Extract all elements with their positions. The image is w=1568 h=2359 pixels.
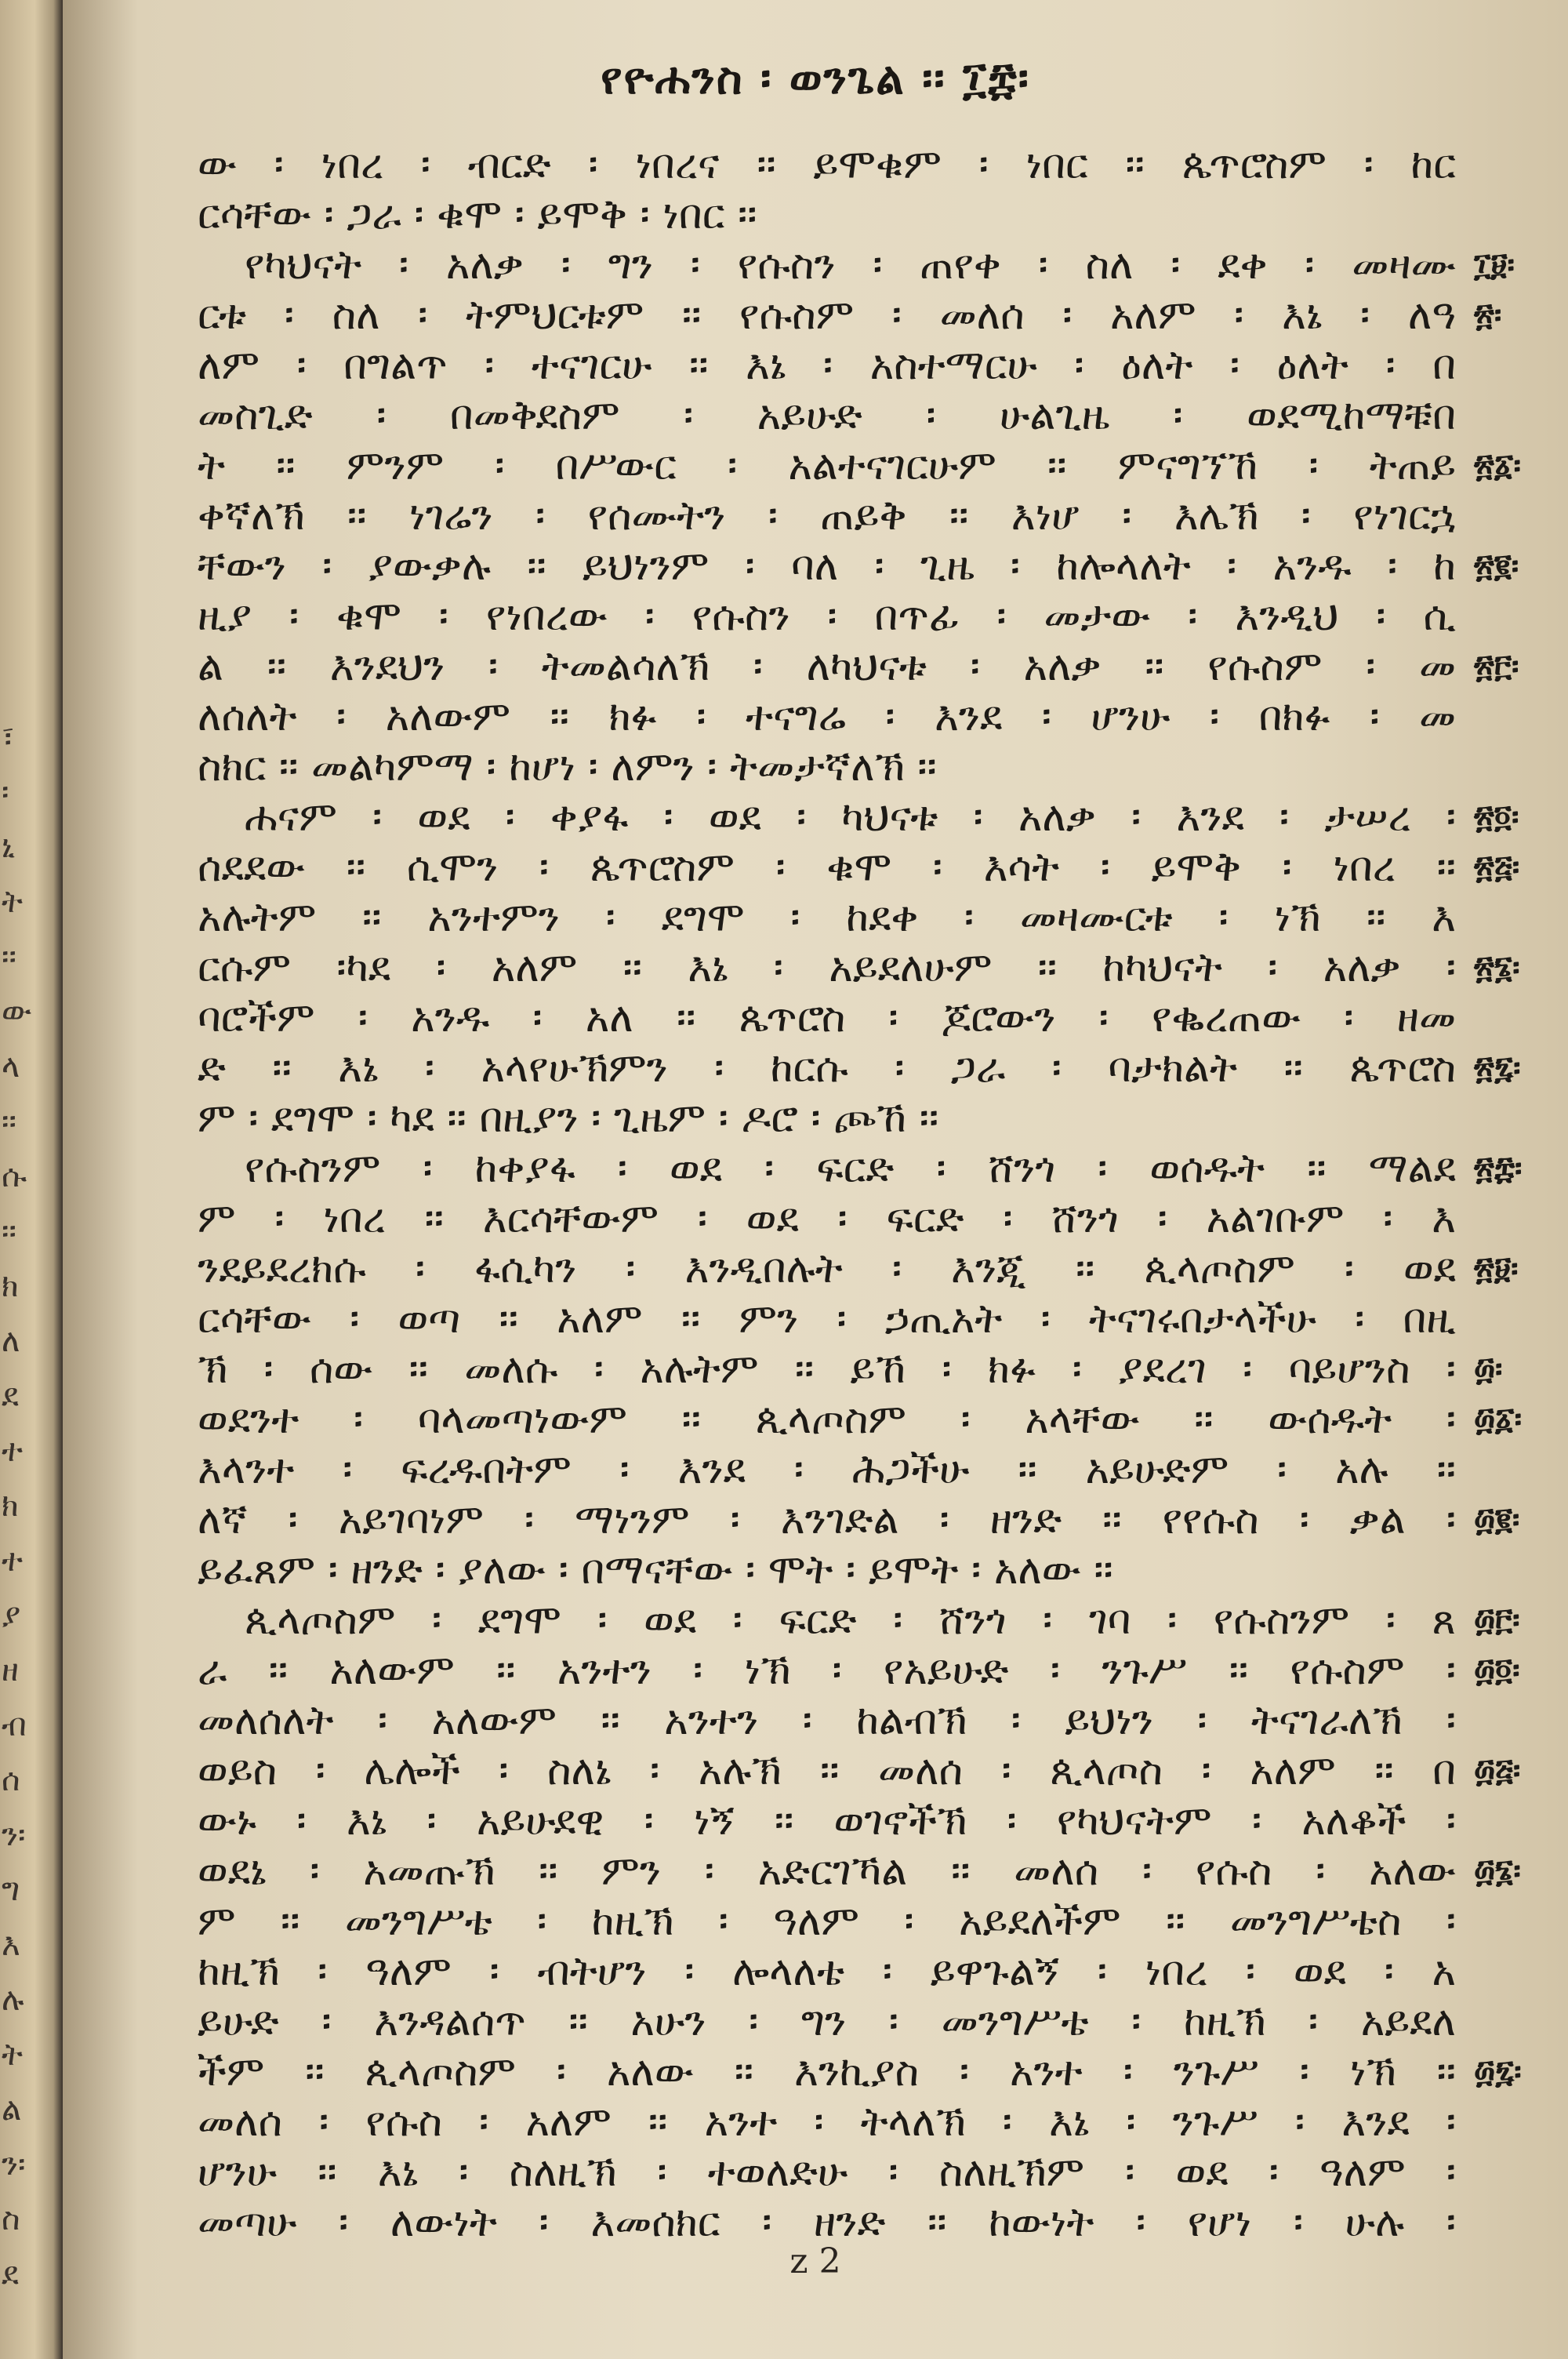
text-line: ሆንሁ ፡፡ እኔ ፡ ስለዚኽ ፡ ተወለድሁ ፡ ስለዚኽም ፡ ወደ ፡ ዓለም ፡ (198, 2149, 1456, 2196)
text-line: ል ፡፡ እንደህን ፡ ትመልሳለኽ ፡ ለካህናቱ ፡ አለቃ ፡፡ የሱስም ፡ መ (198, 643, 1456, 690)
left-page-fragment: ደ (2, 1380, 19, 1412)
left-page-fragment: ሉ (2, 1984, 24, 2016)
left-page-fragment: ኒ (2, 831, 16, 863)
verse-number: ፴፭፡ (1474, 1753, 1521, 1789)
left-page-fragment: ግ (2, 1874, 20, 1906)
left-page-fragment: ን፡ (2, 2149, 26, 2180)
text-line: መለሰ ፡ የሱስ ፡ አለም ፡፡ አንተ ፡ ትላለኽ ፡ እኔ ፡ ንጉሥ ፡ እንደ ፡ (198, 2099, 1456, 2146)
text-line: ዚያ ፡ ቁሞ ፡ የነበረው ፡ የሱስን ፡ በጥፊ ፡ መታው ፡ እንዲህ ፡ ሲ (198, 593, 1456, 640)
text-line: ቸውን ፡ ያውቃሉ ፡፡ ይህነንም ፡ ባለ ፡ ጊዜ ፡ ከሎላለት ፡ አንዱ ፡ ከ (198, 543, 1456, 590)
text-line: ባሮችም ፡ አንዱ ፡ አለ ፡፡ ጴጥሮስ ፡ ጆሮውን ፡ የቈረጠው ፡ ዘመ (198, 994, 1456, 1041)
verse-number: ፴፫፡ (1474, 1602, 1520, 1638)
text-line: ይሁድ ፡ እንዳልሰጥ ፡፡ አሁን ፡ ግን ፡ መንግሥቴ ፡ ከዚኽ ፡ አይደለ (198, 1998, 1456, 2045)
running-header: የዮሐንስ ፡ ወንጌል ፡፡ ፲፰፡ (601, 53, 1030, 104)
text-line: የካህናት ፡ አለቃ ፡ ግን ፡ የሱስን ፡ ጠየቀ ፡ ስለ ፡ ደቀ ፡ መዛሙ (245, 242, 1456, 289)
verse-number: ፳፱፡ (1474, 1251, 1519, 1287)
verse-number: ፳፯፡ (1474, 1050, 1521, 1086)
left-page-fragment: ፡፡ (2, 1216, 16, 1247)
verse-number: ፳፬፡ (1474, 799, 1519, 835)
left-page-fragment: ት (2, 2039, 23, 2070)
left-page-fragment: ሱ (2, 1161, 27, 1192)
left-page-fragment: ፡፡ (2, 1106, 16, 1137)
text-line: የሱስንም ፡ ከቀያፋ ፡ ወደ ፡ ፍርድ ፡ ሸንጎ ፡ ወሰዱት ፡፡ ማልደ (245, 1145, 1456, 1192)
text-line: መስጊድ ፡ በመቅደስም ፡ አይሁድ ፡ ሁልጊዜ ፡ ወደሚከማቹበ (198, 392, 1456, 439)
text-line: እላንተ ፡ ፍረዱበትም ፡ እንደ ፡ ሕጋችሁ ፡፡ አይሁድም ፡ አሉ ፡፡ (198, 1446, 1456, 1493)
verse-number: ፴፩፡ (1474, 1401, 1523, 1438)
left-page-fragment: ብ (2, 1710, 27, 1741)
text-line: ለኛ ፡ አይገባነም ፡ ማነንም ፡ እንገድል ፡ ዘንድ ፡፡ የየሱስ ፡ ቃል ፡ (198, 1496, 1456, 1543)
left-page-fragment: ደ (2, 2259, 19, 2290)
text-line: ው ፡ ነበረ ፡ ብርድ ፡ ነበረና ፡፡ ይሞቁም ፡ ነበር ፡፡ ጴጥሮስም ፡ ከር (198, 141, 1456, 188)
left-page-fragment: ፡ (2, 776, 9, 808)
text-line: ርቱ ፡ ስለ ፡ ትምህርቱም ፡፡ የሱስም ፡ መለሰ ፡ አለም ፡ እኔ ፡ ለዓ (198, 292, 1456, 339)
left-page-fragment: ስ (2, 2204, 20, 2235)
verse-number: ፴፡ (1474, 1351, 1503, 1387)
text-line: ይፈጸም ፡ ዘንድ ፡ ያለው ፡ በማናቸው ፡ ሞት ፡ ይሞት ፡ አለው ፡፡ (198, 1547, 1113, 1594)
text-line: ለም ፡ በግልጥ ፡ ተናገርሁ ፡፡ እኔ ፡ አስተማርሁ ፡ ዕለት ፡ ዕለት ፡ በ (198, 342, 1456, 389)
verse-number: ፴፪፡ (1474, 1502, 1520, 1538)
text-line: ወይስ ፡ ሌሎች ፡ ስለኔ ፡ አሉኽ ፡፡ መለሰ ፡ ጲላጦስ ፡ አለም ፡፡ በ (198, 1747, 1456, 1794)
text-line: ርሳቸው ፡ ወጣ ፡፡ አለም ፡፡ ምን ፡ ኃጢአት ፡ ትናገሩበታላችሁ ፡ በዚ (198, 1296, 1456, 1343)
verse-number: ፴፮፡ (1474, 1853, 1521, 1889)
text-line: ም ፡ ደግሞ ፡ ካደ ፡፡ በዚያን ፡ ጊዜም ፡ ዶሮ ፡ ጮኸ ፡፡ (198, 1095, 939, 1142)
text-line: ኽ ፡ ሰው ፡፡ መለሱ ፡ አሉትም ፡፡ ይኸ ፡ ክፉ ፡ ያደረገ ፡ ባይሆንስ ፡ (198, 1346, 1456, 1393)
left-page-fragment: ያ (2, 1600, 21, 1631)
text-line: ራ ፡፡ አለውም ፡፡ አንተን ፡ ነኽ ፡ የአይሁድ ፡ ንጉሥ ፡፡ የሱስም ፡ (198, 1647, 1456, 1694)
left-page-fragment: ክ (2, 1490, 19, 1521)
text-line: ጲላጦስም ፡ ደግሞ ፡ ወደ ፡ ፍርድ ፡ ሸንጎ ፡ ገባ ፡ የሱስንም ፡ ጸ (245, 1597, 1456, 1644)
left-page-fragment: ተ (2, 1545, 23, 1576)
text-line: ችም ፡፡ ጲላጦስም ፡ አለው ፡፡ እንኪያስ ፡ አንተ ፡ ንጉሥ ፡ ነኽ ፡፡ (198, 2048, 1456, 2095)
verse-number: ፳፭፡ (1474, 849, 1520, 885)
text-line: ም ፡፡ መንግሥቴ ፡ ከዚኽ ፡ ዓለም ፡ አይደለችም ፡፡ መንግሥቴስ ፡ (198, 1898, 1456, 1945)
left-page-fragment: እ (2, 1929, 20, 1961)
text-line: ወደኔ ፡ አመጡኽ ፡፡ ምን ፡ አድርገኻል ፡፡ መለሰ ፡ የሱስ ፡ አለው (198, 1848, 1456, 1895)
left-page-fragment: ል (2, 2094, 22, 2125)
verse-number: ፴፬፡ (1474, 1652, 1520, 1688)
signature-mark: z 2 (789, 2241, 841, 2281)
text-line: ውኑ ፡ እኔ ፡ አይሁደዊ ፡ ነኝ ፡፡ ወገኖችኽ ፡ የካህናትም ፡ አለቆች ፡ (198, 1797, 1456, 1845)
text-line: ም ፡ ነበረ ፡፡ እርሳቸውም ፡ ወደ ፡ ፍርድ ፡ ሸንጎ ፡ አልገቡም ፡ እ (198, 1195, 1456, 1242)
verse-number: ፴፯፡ (1474, 2054, 1522, 2090)
text-line: ት ፡፡ ምንም ፡ በሥውር ፡ አልተናገርሁም ፡፡ ምናግኘኸ ፡ ትጠይ (198, 442, 1456, 489)
left-page-fragment: ት (2, 886, 23, 918)
text-line: ሐናም ፡ ወደ ፡ ቀያፋ ፡ ወደ ፡ ካህናቱ ፡ አለቃ ፡ እንደ ፡ ታሠረ ፡ (245, 794, 1456, 841)
text-line: ወደንተ ፡ ባላመጣነውም ፡፡ ጲላጦስም ፡ አላቸው ፡፡ ውሰዱት ፡ (198, 1396, 1456, 1443)
text-line: ርሱም ፡ካደ ፡ አለም ፡፡ እኔ ፡ አይደለሁም ፡፡ ከካህናት ፡ አለቃ ፡ (198, 944, 1456, 991)
text-line: ሰደደው ፡፡ ሲሞን ፡ ጴጥሮስም ፡ ቁሞ ፡ እሳት ፡ ይሞቅ ፡ ነበረ ፡፡ (198, 844, 1456, 891)
text-line: ድ ፡፡ እኔ ፡ አላየሁኽምን ፡ ከርሱ ፡ ጋራ ፡ ባታክልት ፡፡ ጴጥሮስ (198, 1045, 1456, 1092)
text-line: ስክር ፡፡ መልካምማ ፡ ከሆነ ፡ ለምን ፡ ትመታኛለኽ ፡፡ (198, 743, 937, 791)
text-line: ቀኛለኽ ፡፡ ነገሬን ፡ የሰሙትን ፡ ጠይቅ ፡፡ እነሆ ፡ እሌኽ ፡ የነገርኋ (198, 493, 1456, 540)
text-line: ንደይደረክሱ ፡ ፋሲካን ፡ እንዲበሉት ፡ እንጂ ፡፡ ጲላጦስም ፡ ወደ (198, 1245, 1456, 1292)
text-line: ለሰለት ፡ አለውም ፡፡ ክፉ ፡ ተናግሬ ፡ እንደ ፡ ሆንሁ ፡ በክፉ ፡ መ (198, 693, 1456, 740)
verse-number: ፳፪፡ (1474, 548, 1519, 584)
left-page-fragment: ዘ (2, 1655, 19, 1686)
left-page-fragment: ፣ (2, 722, 15, 753)
text-line: ከዚኽ ፡ ዓለም ፡ ብትሆን ፡ ሎላለቴ ፡ ይዋጉልኝ ፡ ነበረ ፡ ወደ ፡ አ (198, 1948, 1456, 1995)
left-page-fragment: ለ (2, 1325, 20, 1357)
verse-number: ፳፫፡ (1474, 649, 1519, 685)
text-line: አሉትም ፡፡ አንተምን ፡ ደግሞ ፡ ከደቀ ፡ መዛሙርቱ ፡ ነኽ ፡፡ እ (198, 894, 1456, 941)
text-line: መጣሁ ፡ ለውነት ፡ እመሰክር ፡ ዘንድ ፡፡ ከውነት ፡ የሆነ ፡ ሁሉ ፡ (198, 2199, 1456, 2246)
left-facing-page (0, 0, 63, 2359)
left-page-fragment: ው (2, 996, 32, 1027)
left-page-fragment: ተ (2, 1435, 23, 1467)
left-page-fragment: ላ (2, 1051, 20, 1082)
left-page-fragment: ፡፡ (2, 941, 16, 972)
book-page (63, 0, 1568, 2359)
verse-number: ፲፱፡ (1474, 247, 1515, 283)
verse-number: ፳፡ (1474, 297, 1502, 333)
verse-number: ፳፮፡ (1474, 950, 1520, 986)
text-line: ርሳቸው ፡ ጋራ ፡ ቁሞ ፡ ይሞቅ ፡ ነበር ፡፡ (198, 191, 757, 238)
verse-number: ፳፰፡ (1474, 1150, 1523, 1187)
verse-number: ፳፩፡ (1474, 448, 1521, 484)
left-page-fragment: ሰ (2, 1765, 20, 1796)
text-line: መለሰለት ፡ አለውም ፡፡ አንተን ፡ ከልብኽ ፡ ይህነን ፡ ትናገራለኽ ፡ (198, 1697, 1456, 1744)
left-page-fragment: ክ (2, 1270, 19, 1302)
left-page-fragment: ን፡ (2, 1819, 26, 1851)
